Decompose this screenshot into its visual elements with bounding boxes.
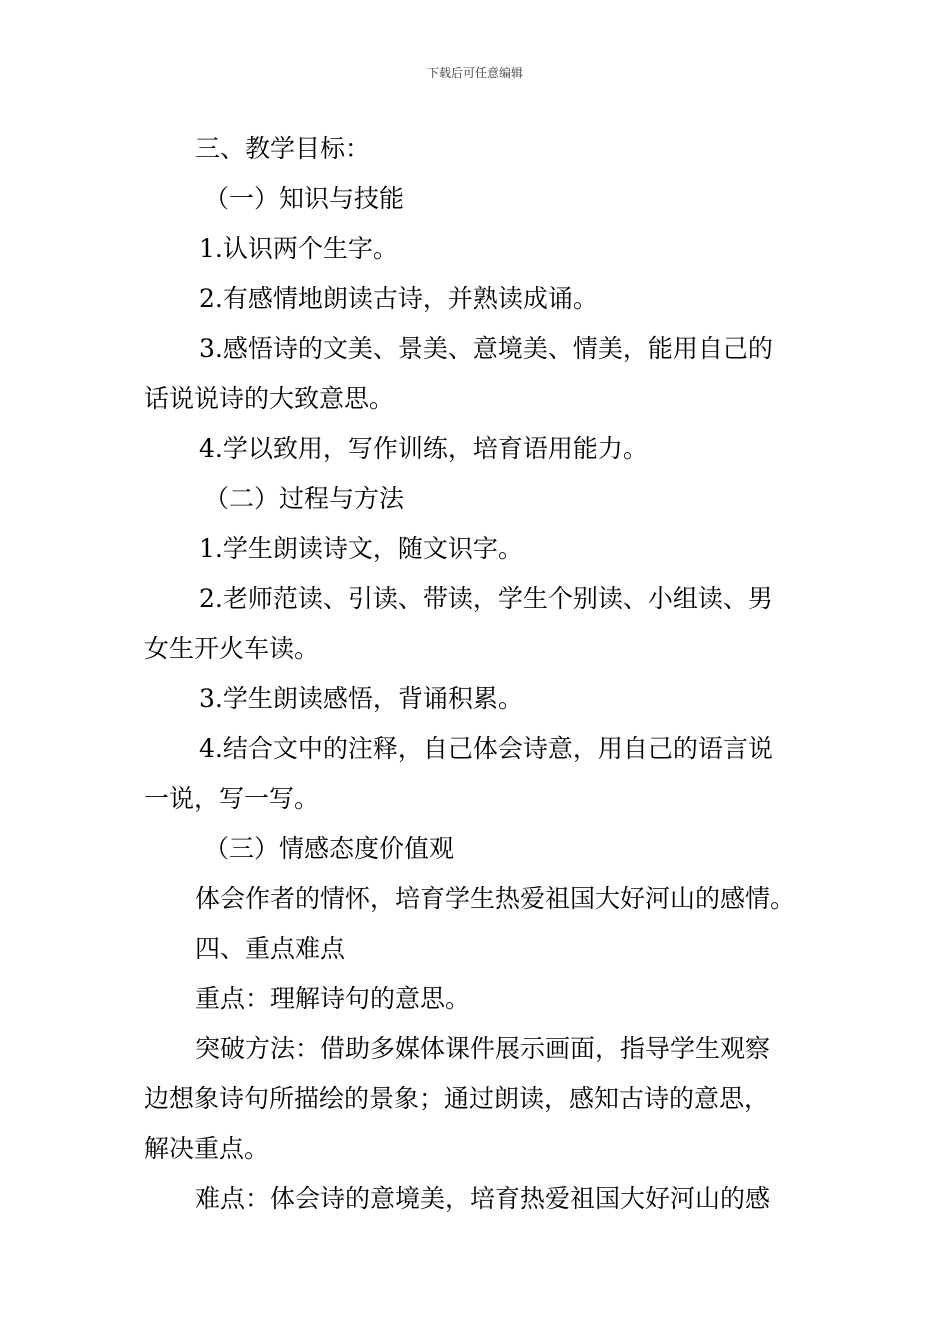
subsection-heading-process: （二）过程与方法 [204,484,405,513]
paragraph-continuation: 边想象诗句所描绘的景象；通过朗读，感知古诗的意思， [144,1084,770,1113]
list-item-continuation: 话说说诗的大致意思。 [144,384,395,413]
section-heading-objectives: 三、教学目标： [195,134,371,163]
subsection-heading-attitude: （三）情感态度价值观 [204,834,455,863]
list-item: 3.感悟诗的文美、景美、意境美、情美，能用自己的 [199,334,773,363]
subsection-heading-knowledge: （一）知识与技能 [204,184,405,213]
list-item-continuation: 一说，写一写。 [144,784,320,813]
document-body [144,124,806,1224]
page-header: 下载后可任意编辑 [426,66,523,80]
list-item: 1.学生朗读诗文，随文识字。 [199,534,523,563]
paragraph: 难点：体会诗的意境美，培育热爱祖国大好河山的感 [195,1184,771,1213]
list-item: 2.老师范读、引读、带读，学生个别读、小组读、男 [199,584,773,613]
paragraph: 体会作者的情怀，培育学生热爱祖国大好河山的感情。 [195,884,796,913]
list-item: 3.学生朗读感悟，背诵积累。 [199,684,523,713]
section-heading-key-points: 四、重点难点 [195,934,346,963]
paragraph-continuation: 解决重点。 [144,1134,270,1163]
list-item-continuation: 女生开火车读。 [144,634,320,663]
list-item: 2.有感情地朗读古诗，并熟读成诵。 [199,284,598,313]
list-item: 4.结合文中的注释，自己体会诗意，用自己的语言说 [199,734,773,763]
paragraph: 突破方法：借助多媒体课件展示画面，指导学生观察 [195,1034,771,1063]
paragraph: 重点：理解诗句的意思。 [195,984,471,1013]
list-item: 4.学以致用，写作训练，培育语用能力。 [199,434,648,463]
list-item: 1.认识两个生字。 [199,234,398,263]
